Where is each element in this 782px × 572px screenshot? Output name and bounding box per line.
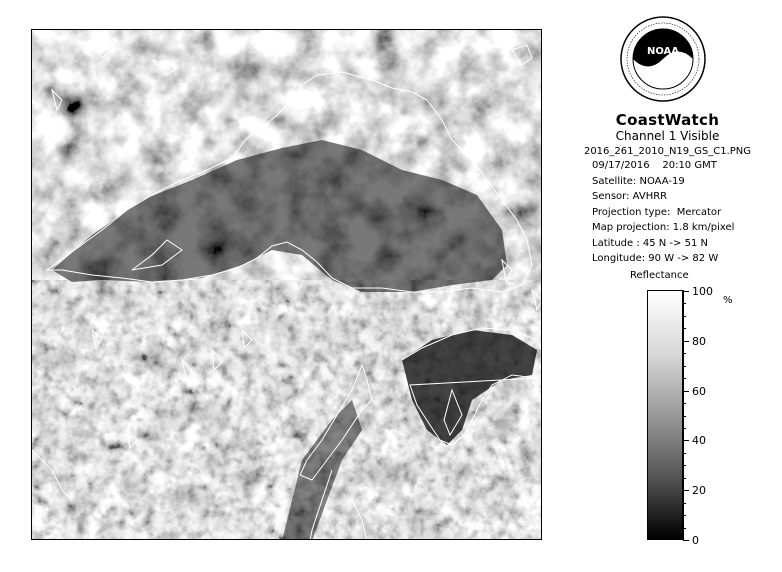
colorbar-tick [683,440,689,441]
colorbar-tick [683,328,686,329]
colorbar [620,270,770,560]
colorbar-tick-label: 20 [692,484,706,498]
map-projection: Map projection: 1.8 km/pixel [592,222,735,233]
colorbar-unit: % [723,295,733,306]
colorbar-tick-label: 0 [692,534,699,547]
colorbar-tick [683,391,689,392]
colorbar-tick [683,428,686,429]
noaa-logo-icon [618,14,708,109]
satellite-image [31,29,542,540]
colorbar-tick [683,378,686,379]
colorbar-tick [683,416,686,417]
colorbar-tick [683,291,689,292]
date-time: 09/17/2016 20:10 GMT [592,160,717,171]
colorbar-tick [683,366,686,367]
colorbar-tick-label: 100 [692,285,713,298]
colorbar-tick [683,515,686,516]
colorbar-tick [683,540,689,541]
colorbar-tick [683,316,686,317]
metadata-block [560,158,775,267]
product-title: CoastWatch [615,111,720,129]
colorbar-tick [683,490,689,491]
colorbar-tick [683,503,686,504]
info-panel [560,112,775,267]
colorbar-gradient [647,290,683,540]
colorbar-tick-label: 40 [692,434,706,448]
longitude-range: Longitude: 90 W -> 82 W [592,253,719,264]
colorbar-tick [683,478,686,479]
projection-type: Projection type: Mercator [592,206,722,218]
satellite-info: Satellite: NOAA-19 [592,175,685,187]
channel-subtitle: Channel 1 Visible [615,129,720,143]
colorbar-tick [683,353,686,354]
satellite-image-svg [32,30,542,540]
colorbar-tick [683,341,689,342]
latitude-range: Latitude : 45 N -> 51 N [592,237,708,249]
sensor-info: Sensor: AVHRR [592,191,668,202]
colorbar-label: Reflectance [630,270,689,281]
noaa-logo [618,14,708,114]
image-filename: 2016_261_2010_N19_GS_C1.PNG [583,146,752,157]
colorbar-tick [683,403,686,404]
colorbar-tick [683,528,686,529]
noaa-logo-text: NOAA [646,46,680,57]
colorbar-tick-label: 60 [692,384,706,398]
colorbar-tick [683,303,686,304]
colorbar-tick [683,453,686,454]
colorbar-tick-label: 80 [692,334,706,348]
colorbar-tick [683,465,686,466]
